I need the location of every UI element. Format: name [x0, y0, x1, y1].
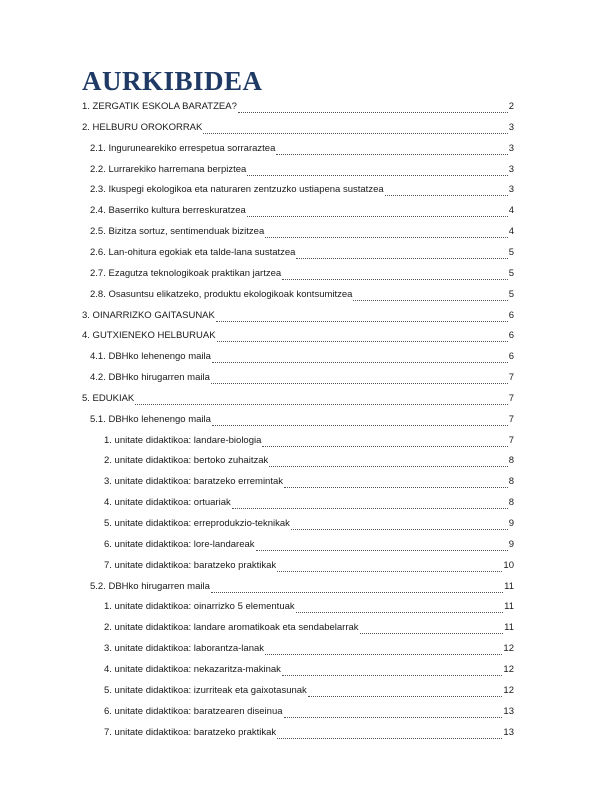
toc-entry[interactable]	[90, 372, 514, 384]
toc-entry[interactable]	[90, 351, 514, 363]
toc-entry[interactable]	[90, 581, 514, 593]
toc-entry[interactable]	[104, 476, 514, 488]
toc-entry[interactable]	[104, 560, 514, 572]
toc-page-number: 12	[503, 643, 514, 655]
dot-leader	[291, 520, 508, 530]
dot-leader	[203, 124, 507, 134]
dot-leader	[247, 166, 507, 176]
dot-leader	[385, 186, 508, 196]
toc-page-number: 5	[508, 267, 514, 279]
dot-leader	[262, 437, 507, 447]
dot-leader	[308, 687, 503, 697]
toc-page-number: 5	[508, 288, 514, 300]
dot-leader	[216, 312, 508, 322]
toc-page-number: 6	[508, 351, 514, 363]
dot-leader	[265, 228, 507, 238]
toc-entry-title: 2.2. Lurrarekiko harremana berpiztea	[90, 163, 247, 175]
toc-entry-title: 7. unitate didaktikoa: baratzeko praktikak	[104, 726, 277, 738]
toc-entry-title: 6. unitate didaktikoa: baratzearen diseinua	[104, 705, 283, 717]
toc-entry[interactable]	[90, 414, 514, 426]
toc-page-number: 10	[503, 559, 514, 571]
toc-page-number: 4	[508, 205, 514, 217]
toc-entry-title: 5. unitate didaktikoa: erreprodukzio-teknikak	[104, 518, 290, 529]
toc-entry-title: 3. unitate didaktikoa: baratzeko erremintak	[104, 476, 284, 488]
toc-entry-title: 2. HELBURU OROKORRAK	[82, 121, 203, 133]
toc-entry-title: 2.8. Osasuntsu elikatzeko, produktu ekologikoak kontsumitzea	[90, 288, 353, 300]
toc-entry-title: 2.1. Ingurunearekiko errespetua sorraraztea	[90, 142, 276, 154]
dot-leader	[212, 416, 508, 426]
toc-entry[interactable]	[90, 184, 514, 196]
toc-entry-title: 2.4. Baserriko kultura berreskuratzea	[90, 205, 246, 217]
toc-entry-title: 2. unitate didaktikoa: landare aromatikoak eta sendabelarrak	[104, 622, 359, 634]
toc-page-number: 7	[508, 434, 514, 446]
toc-entry-title: 2.6. Lan-ohitura egokiak eta talde-lana sustatzea	[90, 246, 296, 258]
toc-page-number: 3	[508, 121, 514, 133]
toc-entry[interactable]	[90, 143, 514, 155]
toc-page-number: 7	[508, 372, 514, 384]
toc-entry-title: 1. unitate didaktikoa: landare-biologia	[104, 434, 262, 446]
toc-entry[interactable]	[104, 601, 514, 613]
toc-entry[interactable]	[90, 268, 514, 280]
toc-page-number: 3	[508, 163, 514, 175]
dot-leader	[265, 645, 502, 655]
toc-entry[interactable]	[104, 518, 514, 530]
toc-entry-title: 4.2. DBHko hirugarren maila	[90, 372, 210, 384]
toc-entry-title: 2.3. Ikuspegi ekologikoa eta naturaren zentzuzko ustiapena sustatzea	[90, 184, 384, 196]
dot-leader	[211, 583, 503, 593]
dot-leader	[277, 729, 502, 739]
toc-entry[interactable]	[82, 330, 514, 342]
dot-leader	[256, 541, 508, 551]
toc-entry-title: 2. unitate didaktikoa: bertoko zuhaitzak	[104, 455, 269, 467]
toc-entry[interactable]	[82, 122, 514, 134]
toc-page-number: 8	[508, 455, 514, 467]
toc-page-number: 2	[508, 101, 514, 112]
toc-entry[interactable]	[104, 539, 514, 551]
dot-leader	[232, 499, 508, 509]
toc-entry[interactable]	[104, 497, 514, 509]
toc-page-number: 5	[508, 246, 514, 258]
dot-leader	[217, 332, 508, 342]
dot-leader	[360, 624, 504, 634]
toc-entry[interactable]	[104, 727, 514, 739]
toc-entry-title: 2.7. Ezagutza teknologikoak praktikan jartzea	[90, 267, 282, 279]
toc-page-number: 3	[508, 184, 514, 196]
toc-entry[interactable]	[104, 622, 514, 634]
dot-leader	[276, 145, 507, 155]
toc-entry[interactable]	[104, 435, 514, 447]
toc-entry-title: 6. unitate didaktikoa: lore-landareak	[104, 538, 255, 550]
toc-page-number: 7	[508, 413, 514, 425]
toc-title: AURKIBIDEA	[82, 66, 263, 96]
dot-leader	[296, 603, 503, 613]
toc-page-number: 4	[508, 226, 514, 238]
toc-entry-title: 1. ZERGATIK ESKOLA BARATZEA?	[82, 101, 237, 112]
toc-page-number: 9	[508, 518, 514, 529]
toc-page-number: 3	[508, 142, 514, 154]
toc-entry-title: 5. EDUKIAK	[82, 392, 135, 404]
toc-entry[interactable]	[90, 205, 514, 217]
toc-entry[interactable]	[82, 393, 514, 405]
toc-entry-title: 3. OINARRIZKO GAITASUNAK	[82, 309, 215, 321]
toc-page-number: 9	[508, 538, 514, 550]
toc-entry-title: 5.2. DBHko hirugarren maila	[90, 580, 210, 592]
toc-page-number: 7	[508, 392, 514, 404]
dot-leader	[277, 562, 502, 572]
toc-entry[interactable]	[104, 685, 514, 697]
toc-page-number: 11	[504, 622, 514, 634]
toc-entry[interactable]	[104, 706, 514, 718]
toc-entry[interactable]	[90, 247, 514, 259]
dot-leader	[282, 270, 508, 280]
toc-page-number: 12	[503, 684, 514, 696]
dot-leader	[282, 666, 503, 676]
toc-entry[interactable]	[104, 455, 514, 467]
toc-entry[interactable]	[90, 226, 514, 238]
toc-entry-title: 2.5. Bizitza sortuz, sentimenduak bizitzea	[90, 226, 265, 238]
toc-entry-title: 1. unitate didaktikoa: oinarrizko 5 elementuak	[104, 601, 295, 613]
toc-page-number: 6	[508, 330, 514, 342]
toc-entry-title: 4. GUTXIENEKO HELBURUAK	[82, 330, 216, 342]
toc-entry-title: 4.1. DBHko lehenengo maila	[90, 351, 211, 363]
dot-leader	[284, 708, 503, 718]
toc-entry-title: 5.1. DBHko lehenengo maila	[90, 413, 211, 425]
toc-entry-title: 5. unitate didaktikoa: izurriteak eta gaixotasunak	[104, 684, 307, 696]
toc-entry-title: 3. unitate didaktikoa: laborantza-lanak	[104, 643, 265, 655]
dot-leader	[211, 374, 508, 384]
toc-entry-title: 4. unitate didaktikoa: ortuariak	[104, 497, 231, 509]
dot-leader	[284, 478, 508, 488]
dot-leader	[212, 353, 508, 363]
dot-leader	[247, 207, 508, 217]
toc-page-number: 12	[503, 663, 514, 675]
toc-page-number: 13	[503, 705, 514, 717]
dot-leader	[353, 291, 507, 301]
toc-page-number: 11	[504, 580, 514, 592]
toc-entry-title: 7. unitate didaktikoa: baratzeko praktikak	[104, 559, 277, 571]
toc-page-number: 6	[508, 309, 514, 321]
toc-entry[interactable]	[90, 289, 514, 301]
dot-leader	[135, 395, 507, 405]
dot-leader	[269, 457, 507, 467]
toc-entry[interactable]	[104, 664, 514, 676]
toc-entry-title: 4. unitate didaktikoa: nekazaritza-makinak	[104, 663, 281, 675]
toc-page-number: 8	[508, 476, 514, 488]
toc-page-number: 11	[504, 601, 514, 613]
toc-entry[interactable]	[104, 643, 514, 655]
dot-leader	[296, 249, 507, 259]
toc-entry[interactable]	[90, 164, 514, 176]
toc-page-number: 13	[503, 726, 514, 738]
toc-page-number: 8	[508, 497, 514, 509]
toc-entry[interactable]	[82, 310, 514, 322]
toc-entry[interactable]	[82, 101, 514, 113]
dot-leader	[238, 103, 508, 113]
